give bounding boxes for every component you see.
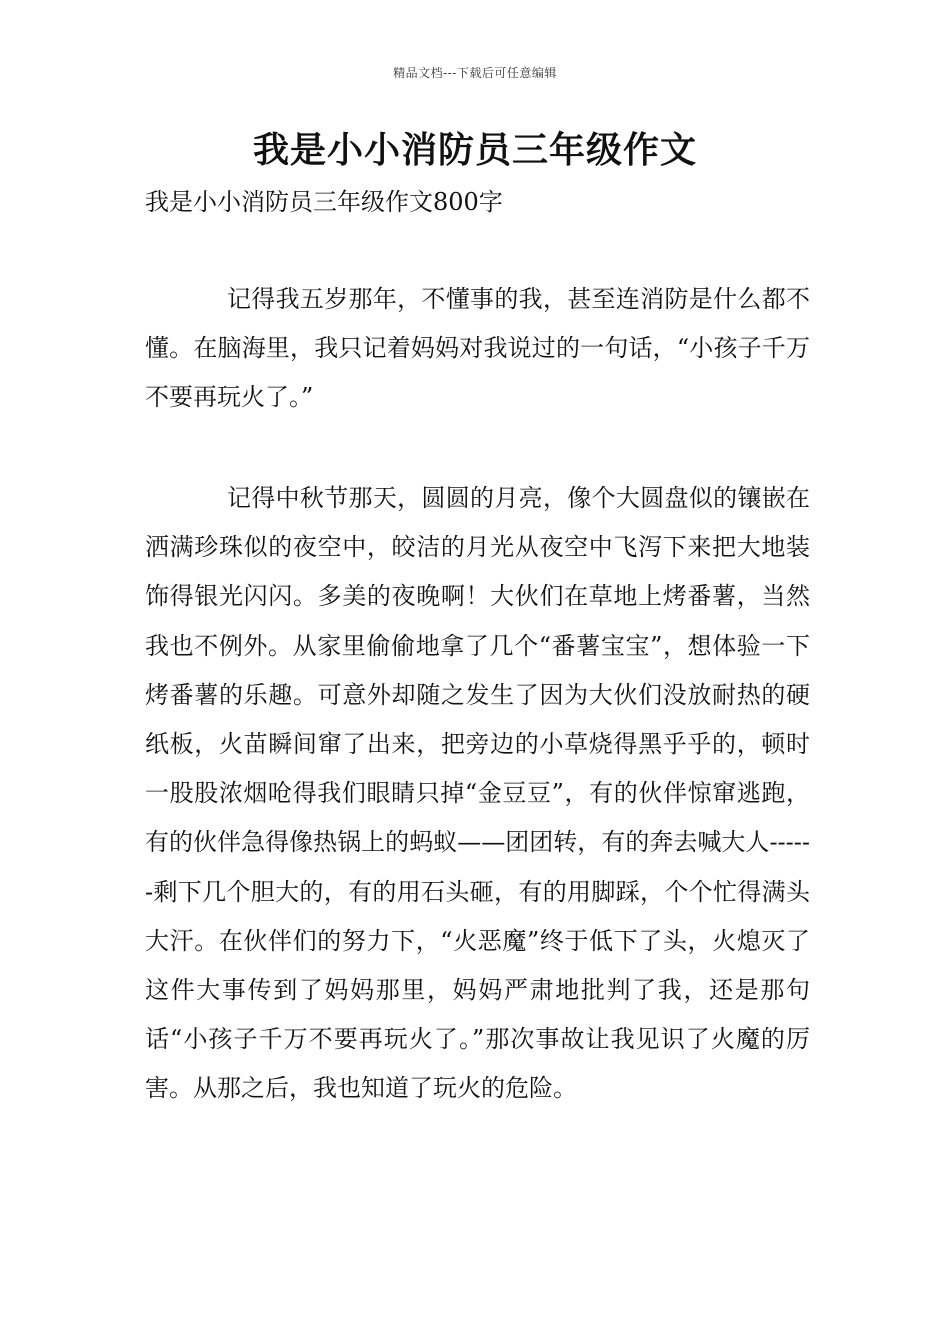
header-note: 精品文档---下载后可任意编辑: [393, 66, 557, 80]
page-title: 我是小小消防员三年级作文: [252, 130, 697, 171]
paragraph-2: 记得中秋节那天，圆圆的月亮，像个大圆盘似的镶嵌在洒满珍珠似的夜空中，皎洁的月光从夜空中飞泻下来把大地装饰得银光闪闪。多美的夜晚啊！大伙们在草地上烤番薯，当然我也不例外。从家里偷偷地拿了几个“番薯宝宝”，想体验一下烤番薯的乐趣。可意外却随之发生了因为大伙们没放耐热的硬纸板，火苗瞬间窜了出来，把旁边的小草烧得黑乎乎的，顿时一股股浓烟呛得我们眼睛只掉“金豆豆”，有的伙伴惊窜逃跑，有的伙伴急得像热锅上的蚂蚁——团团转，有的奔去喊大人------剩下几个胆大的，有的用石头砸，有的用脚踩，个个忙得满头大汗。在伙伴们的努力下，“火恶魔”终于低下了头，火熄灭了这件大事传到了妈妈那里，妈妈严肃地批判了我，还是那句话“小孩子千万不要再玩火了。”那次事故让我见识了火魔的厉害。从那之后，我也知道了玩火的危险。: [145, 484, 810, 1103]
subtitle: 我是小小消防员三年级作文800字: [145, 188, 503, 216]
paragraph-1: 记得我五岁那年，不懂事的我，甚至连消防是什么都不懂。在脑海里，我只记着妈妈对我说过的一句话，“小孩子千万不要再玩火了。”: [145, 285, 810, 412]
